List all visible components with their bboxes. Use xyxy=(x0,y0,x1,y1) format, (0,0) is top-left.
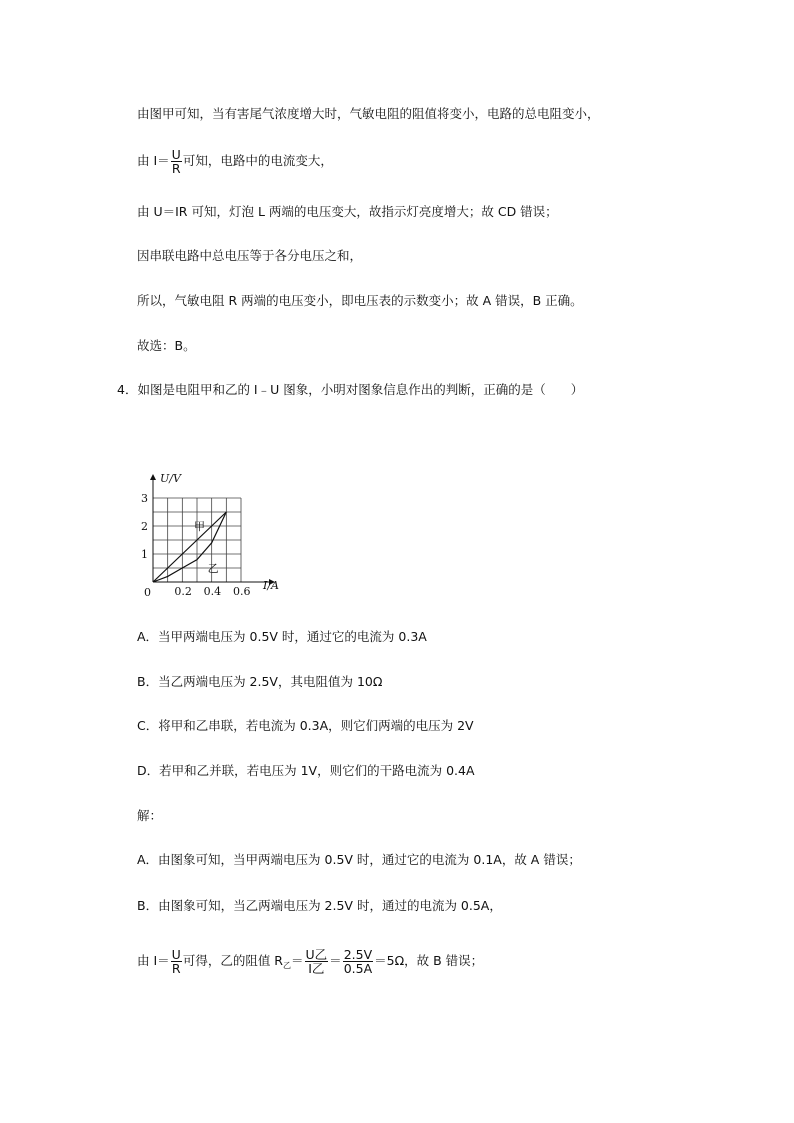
series-jia-label: 甲 xyxy=(194,520,205,533)
x-axis-label: I/A xyxy=(263,579,279,592)
fraction-numerator: 2.5V xyxy=(343,947,373,962)
analysis-line-1: 由图甲可知，当有害尾气浓度增大时，气敏电阻的阻值将变小，电路的总电阻变小， xyxy=(137,106,600,121)
x-tick-label: 0.4 xyxy=(203,585,222,598)
origin-label: 0 xyxy=(144,586,151,599)
analysis-line-2 xyxy=(137,148,333,175)
fraction-numerator: U xyxy=(171,147,181,162)
series-yi-label: 乙 xyxy=(207,562,219,575)
option-a: A．当甲两端电压为 0.5V 时，通过它的电流为 0.3A xyxy=(137,629,427,644)
formula-result: ＝5Ω，故 B 错误； xyxy=(374,953,484,968)
y-tick-label: 2 xyxy=(141,520,148,533)
solution-label: 解： xyxy=(137,808,163,823)
fraction-denominator: I乙 xyxy=(308,961,325,976)
question-4-stem: 4．如图是电阻甲和乙的 I﹣U 图象，小明对图象信息作出的判断，正确的是（ ） xyxy=(117,382,584,397)
analysis-line-5: 所以，气敏电阻 R 两端的电压变小，即电压表的示数变小；故 A 错误，B 正确。 xyxy=(137,293,583,308)
y-axis-label: U/V xyxy=(160,472,181,485)
fraction-denominator: R xyxy=(171,961,181,976)
analysis-line-4: 因串联电路中总电压等于各分电压之和， xyxy=(137,248,363,263)
resistance-subscript: 乙 xyxy=(283,961,291,970)
formula-middle: 可得，乙的阻值 R xyxy=(182,953,283,968)
fraction-u-over-r xyxy=(171,948,182,975)
fraction-numerator: U乙 xyxy=(305,947,328,962)
solution-b: B．由图象可知，当乙两端电压为 2.5V 时，通过的电流为 0.5A， xyxy=(137,898,502,913)
fraction-values xyxy=(343,948,373,975)
analysis-line-3: 由 U＝IR 可知，灯泡 L 两端的电压变大，故指示灯亮度增大；故 CD 错误； xyxy=(137,204,558,219)
equals-sign: ＝ xyxy=(329,953,342,968)
solution-a: A．由图象可知，当甲两端电压为 0.5V 时，通过它的电流为 0.1A，故 A 错误； xyxy=(137,852,581,867)
fraction-denominator: R xyxy=(171,161,181,176)
option-b: B．当乙两端电压为 2.5V，其电阻值为 10Ω xyxy=(137,674,383,689)
formula-prefix: 由 I＝ xyxy=(137,953,170,968)
fraction-numerator: U xyxy=(171,947,181,962)
solution-formula xyxy=(137,948,483,975)
x-tick-label: 0.6 xyxy=(233,585,251,598)
y-tick-label: 1 xyxy=(141,548,148,561)
option-c: C．将甲和乙串联，若电流为 0.3A，则它们两端的电压为 2V xyxy=(137,718,474,733)
fraction-denominator: 0.5A xyxy=(343,961,373,976)
iu-graph xyxy=(132,462,292,602)
formula-prefix: 由 I＝ xyxy=(137,153,170,168)
equals-sign: ＝ xyxy=(291,953,304,968)
formula-suffix: 可知，电路中的电流变大， xyxy=(182,153,333,168)
x-tick-label: 0.2 xyxy=(174,585,192,598)
fraction-u-over-i-yi xyxy=(305,948,329,975)
analysis-line-6: 故选：B。 xyxy=(137,338,196,353)
option-d: D．若甲和乙并联，若电压为 1V，则它们的干路电流为 0.4A xyxy=(137,763,475,778)
y-axis-arrow-icon xyxy=(150,474,156,480)
fraction-u-over-r xyxy=(171,148,182,175)
y-tick-label: 3 xyxy=(141,492,148,505)
